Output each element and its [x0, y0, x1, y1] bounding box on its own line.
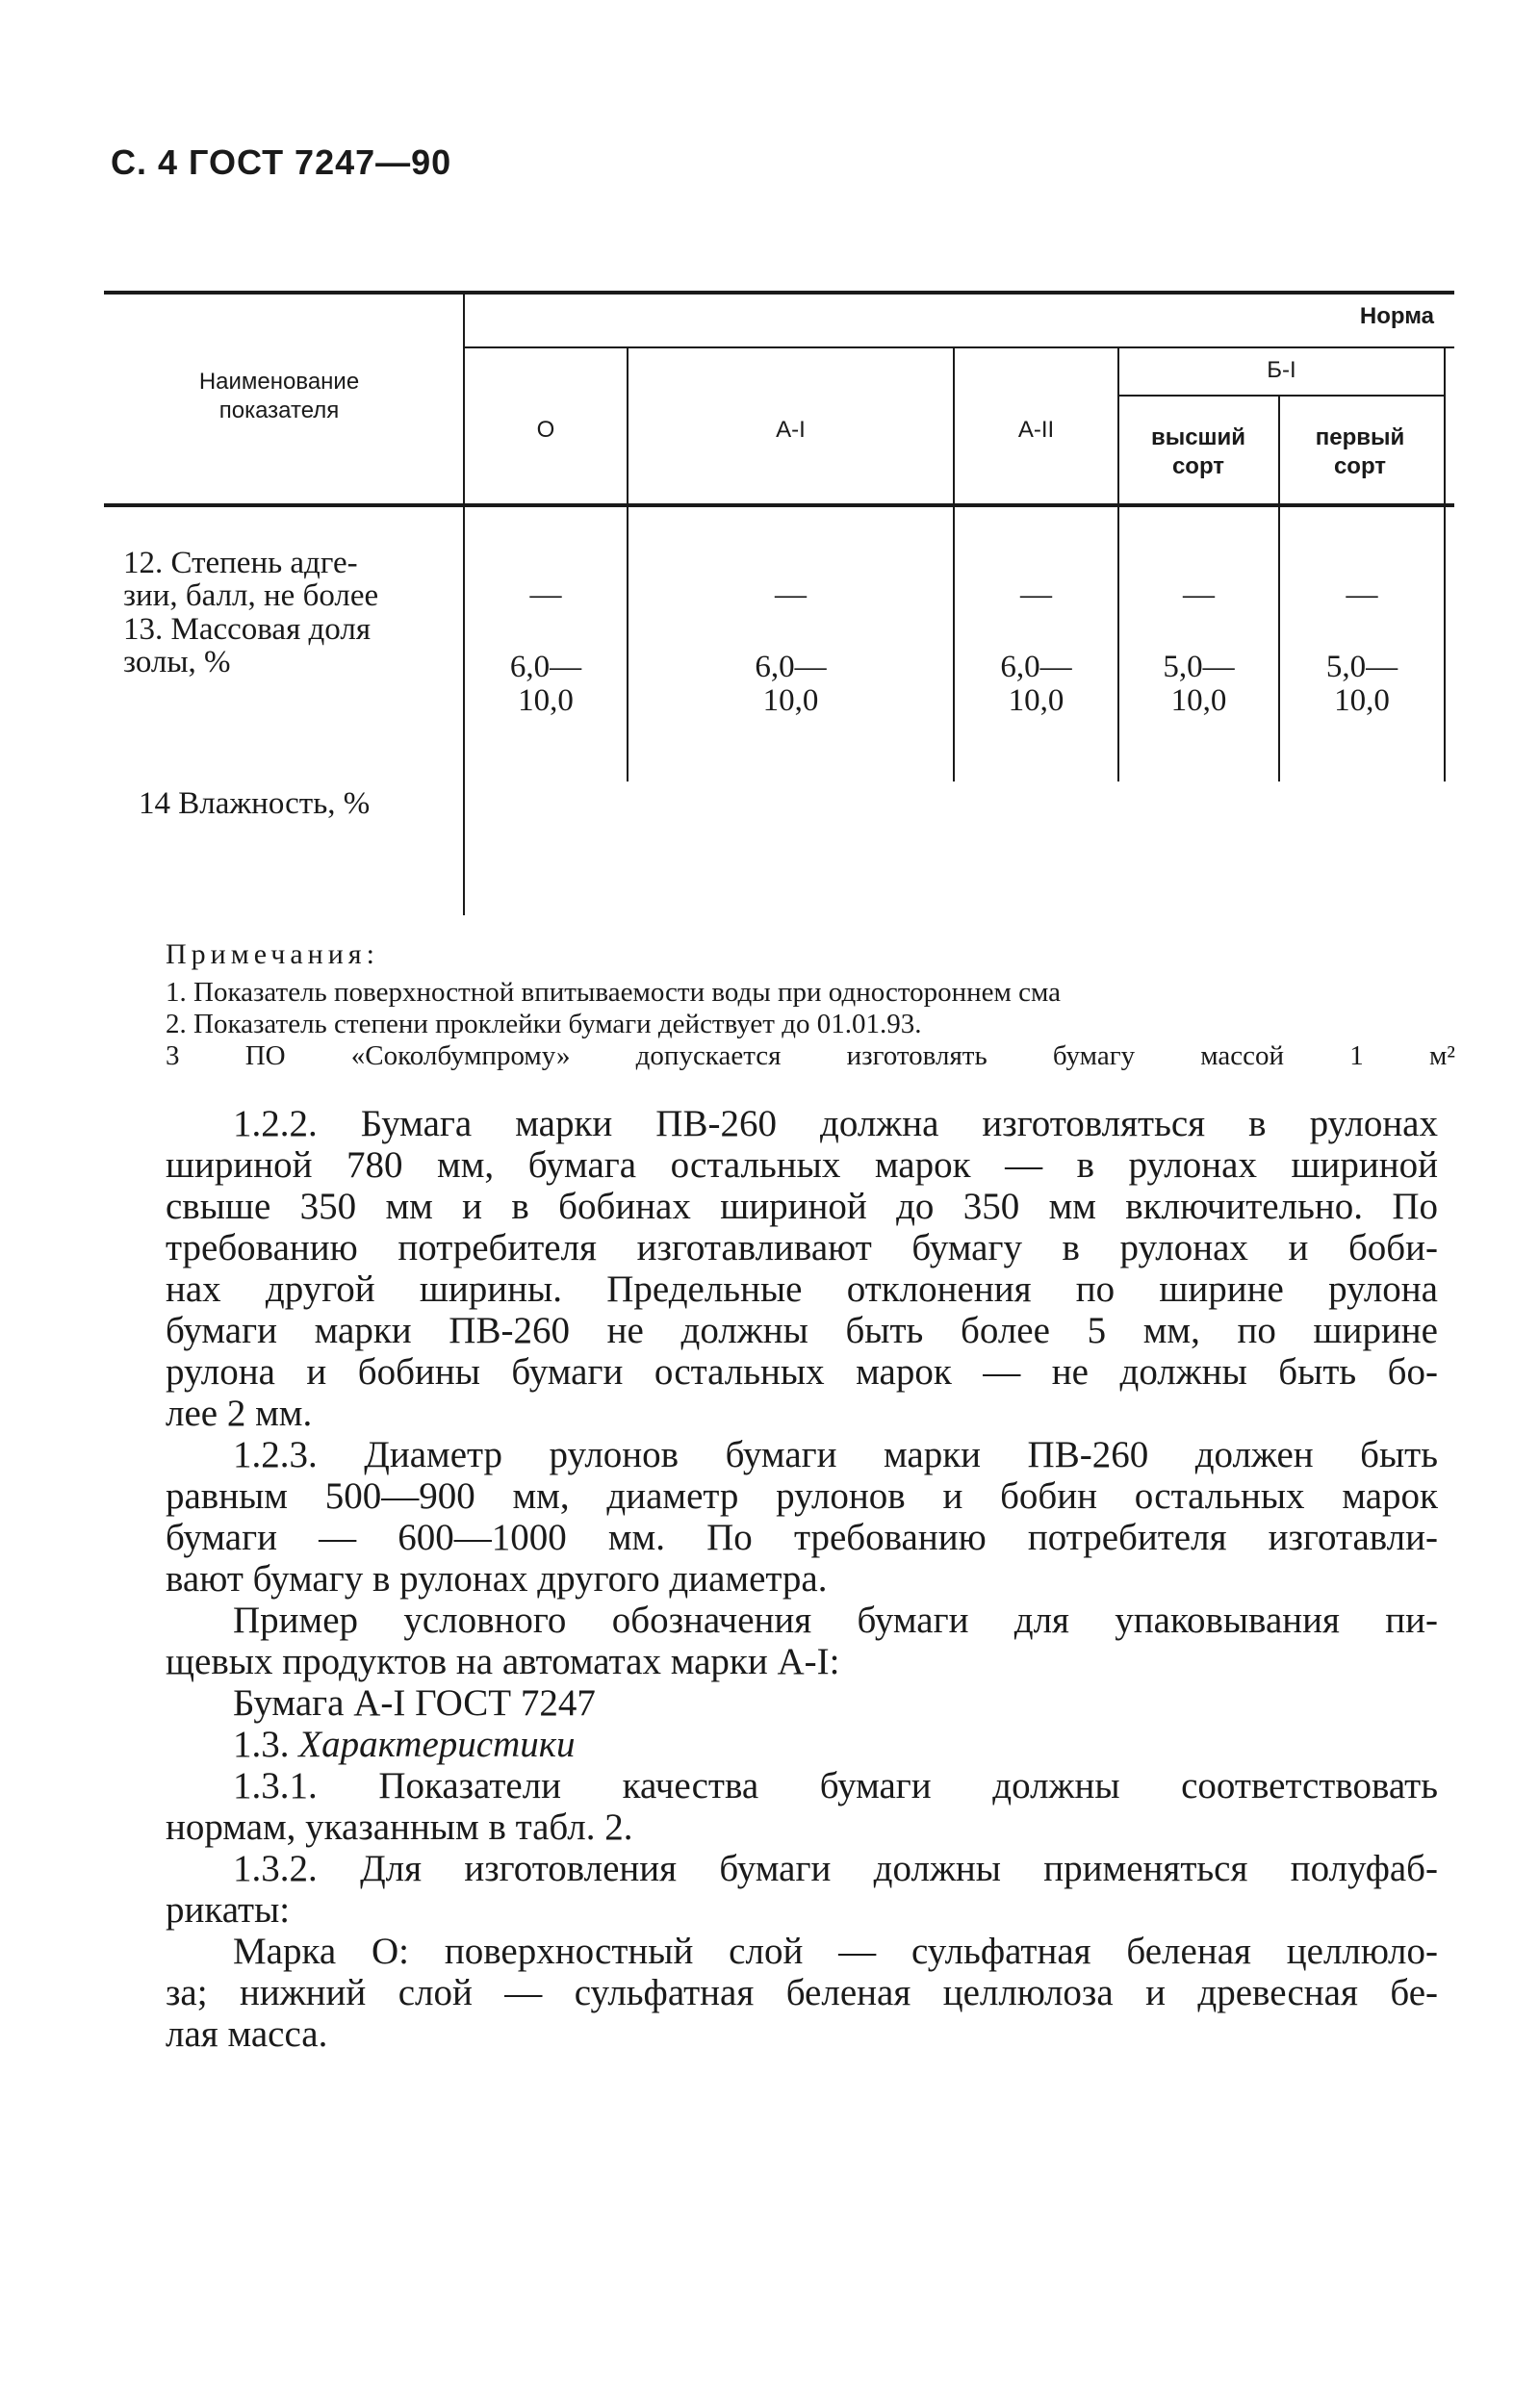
text-line: Пример условного обозначения бумаги для упаковывания пи- — [233, 1600, 1438, 1641]
text-line: 1.2.2. Бумага марки ПВ-260 должна изготовляться в рулонах — [233, 1103, 1438, 1144]
text-line: вают бумагу в рулонах другого диаметра. — [166, 1558, 828, 1600]
table-b1-rule — [1118, 395, 1446, 397]
text-line: свыше 350 мм и в бобинах шириной до 350 мм включительно. По — [166, 1186, 1438, 1227]
page-header: С. 4 ГОСТ 7247—90 — [111, 142, 452, 182]
text-line: нормам, указанным в табл. 2. — [166, 1806, 633, 1848]
table-norma-rule — [465, 346, 1454, 348]
row-12-o-value: — — [529, 577, 562, 612]
notes-title: Примечания: — [166, 938, 379, 970]
section-title: Характеристики — [298, 1724, 576, 1765]
text-line: бумаги — 600—1000 мм. По требованию потребителя изготавли- — [166, 1517, 1438, 1558]
text-line: за; нижний слой — сульфатная беленая целлюлоза и древесная бе- — [166, 1972, 1438, 2013]
col-indicator-header: Наименование показателя — [198, 369, 360, 423]
col-a2-header: А-II — [1017, 417, 1055, 443]
row-13-o-value-line1: 6,0— — [509, 650, 582, 684]
table-vline-right — [1444, 348, 1446, 781]
row-13-a1-value-line2: 10,0 — [762, 683, 819, 718]
note-3: 3 ПО «Соколбумпрому» допускается изготовлять бумагу массой 1 м² — [166, 1040, 1455, 1071]
col-b1-top-grade-header: высший сорт — [1150, 424, 1246, 479]
paragraph-1-3-2 — [166, 1848, 1438, 1931]
section-heading-1-3 — [166, 1724, 1438, 1765]
note-2: 2. Показатель степени проклейки бумаги действует до 01.01.93. — [166, 1009, 922, 1039]
row-13-a2-value-line1: 6,0— — [1000, 650, 1072, 684]
table-header-bottom-rule — [104, 503, 1454, 507]
norma-header: Норма — [1359, 303, 1434, 329]
text-line: рулона и бобины бумаги остальных марок — не должны быть бо- — [166, 1351, 1438, 1393]
row-13-a1-value-line1: 6,0— — [755, 650, 827, 684]
table-top-rule — [104, 291, 1454, 295]
row-12-name-line1: 12. Степень адге- — [123, 546, 358, 580]
paragraph-example — [166, 1600, 1438, 1682]
col-a1-header: А-I — [776, 417, 806, 443]
text-line: лая масса. — [166, 2013, 328, 2055]
section-number: 1.3. — [233, 1724, 290, 1765]
example-designation: Бумага А-I ГОСТ 7247 — [233, 1682, 596, 1724]
text-line: равным 500—900 мм, диаметр рулонов и бобин остальных марок — [166, 1475, 1438, 1517]
text-line: щевых продуктов на автоматах марки А-I: — [166, 1641, 840, 1682]
text-line: рикаты: — [166, 1889, 291, 1931]
row-13-b1-first-value-line1: 5,0— — [1325, 650, 1398, 684]
text-line: бумаги марки ПВ-260 не должны быть более 5 мм, по ширине — [166, 1310, 1438, 1351]
text-line: нах другой ширины. Предельные отклонения по ширине рулона — [166, 1268, 1438, 1310]
row-13-name-line1: 13. Массовая доля — [123, 612, 372, 647]
body-text — [166, 1103, 1438, 2055]
text-line: 1.2.3. Диаметр рулонов бумаги марки ПВ-260 должен быть — [233, 1434, 1438, 1475]
text-line: лее 2 мм. — [166, 1393, 313, 1434]
text-line: 1.3.1. Показатели качества бумаги должны соответствовать — [233, 1765, 1438, 1806]
row-12-b1-top-value: — — [1183, 577, 1215, 612]
row-12-b1-first-value: — — [1346, 577, 1378, 612]
paragraph-1-3-1 — [166, 1765, 1438, 1848]
col-b1-first-grade-header: первый сорт — [1315, 424, 1405, 479]
row-13-a2-value-line2: 10,0 — [1008, 683, 1064, 718]
row-13-name-line2: золы, % — [123, 645, 231, 679]
row-12-a2-value: — — [1020, 577, 1052, 612]
row-12-name-line2: зии, балл, не более — [123, 578, 379, 613]
table-notes — [166, 938, 1455, 1072]
row-12-a1-value: — — [775, 577, 807, 612]
col-b1-header: Б-I — [1267, 357, 1296, 383]
text-line: Марка О: поверхностный слой — сульфатная беленая целлюло- — [233, 1931, 1438, 1972]
paragraph-1-2-3 — [166, 1434, 1438, 1600]
col-o-header: О — [536, 417, 555, 443]
norms-table — [0, 0, 1539, 924]
row-13-o-value-line2: 10,0 — [518, 683, 574, 718]
paragraph-grade-o — [166, 1931, 1438, 2055]
row-14-name: 14 Влажность, % — [139, 786, 371, 821]
row-13-b1-first-value-line2: 10,0 — [1334, 683, 1390, 718]
text-line: требованию потребителя изготавливают бумагу в рулонах и боби- — [166, 1227, 1438, 1268]
text-line: 1.3.2. Для изготовления бумаги должны применяться полуфаб- — [233, 1848, 1438, 1889]
text-line: шириной 780 мм, бумага остальных марок — в рулонах шириной — [166, 1144, 1438, 1186]
row-13-b1-top-value-line1: 5,0— — [1163, 650, 1235, 684]
row-13-b1-top-value-line2: 10,0 — [1170, 683, 1227, 718]
note-1: 1. Показатель поверхностной впитываемости воды при одностороннем сма — [166, 977, 1062, 1008]
paragraph-1-2-2 — [166, 1103, 1438, 1434]
